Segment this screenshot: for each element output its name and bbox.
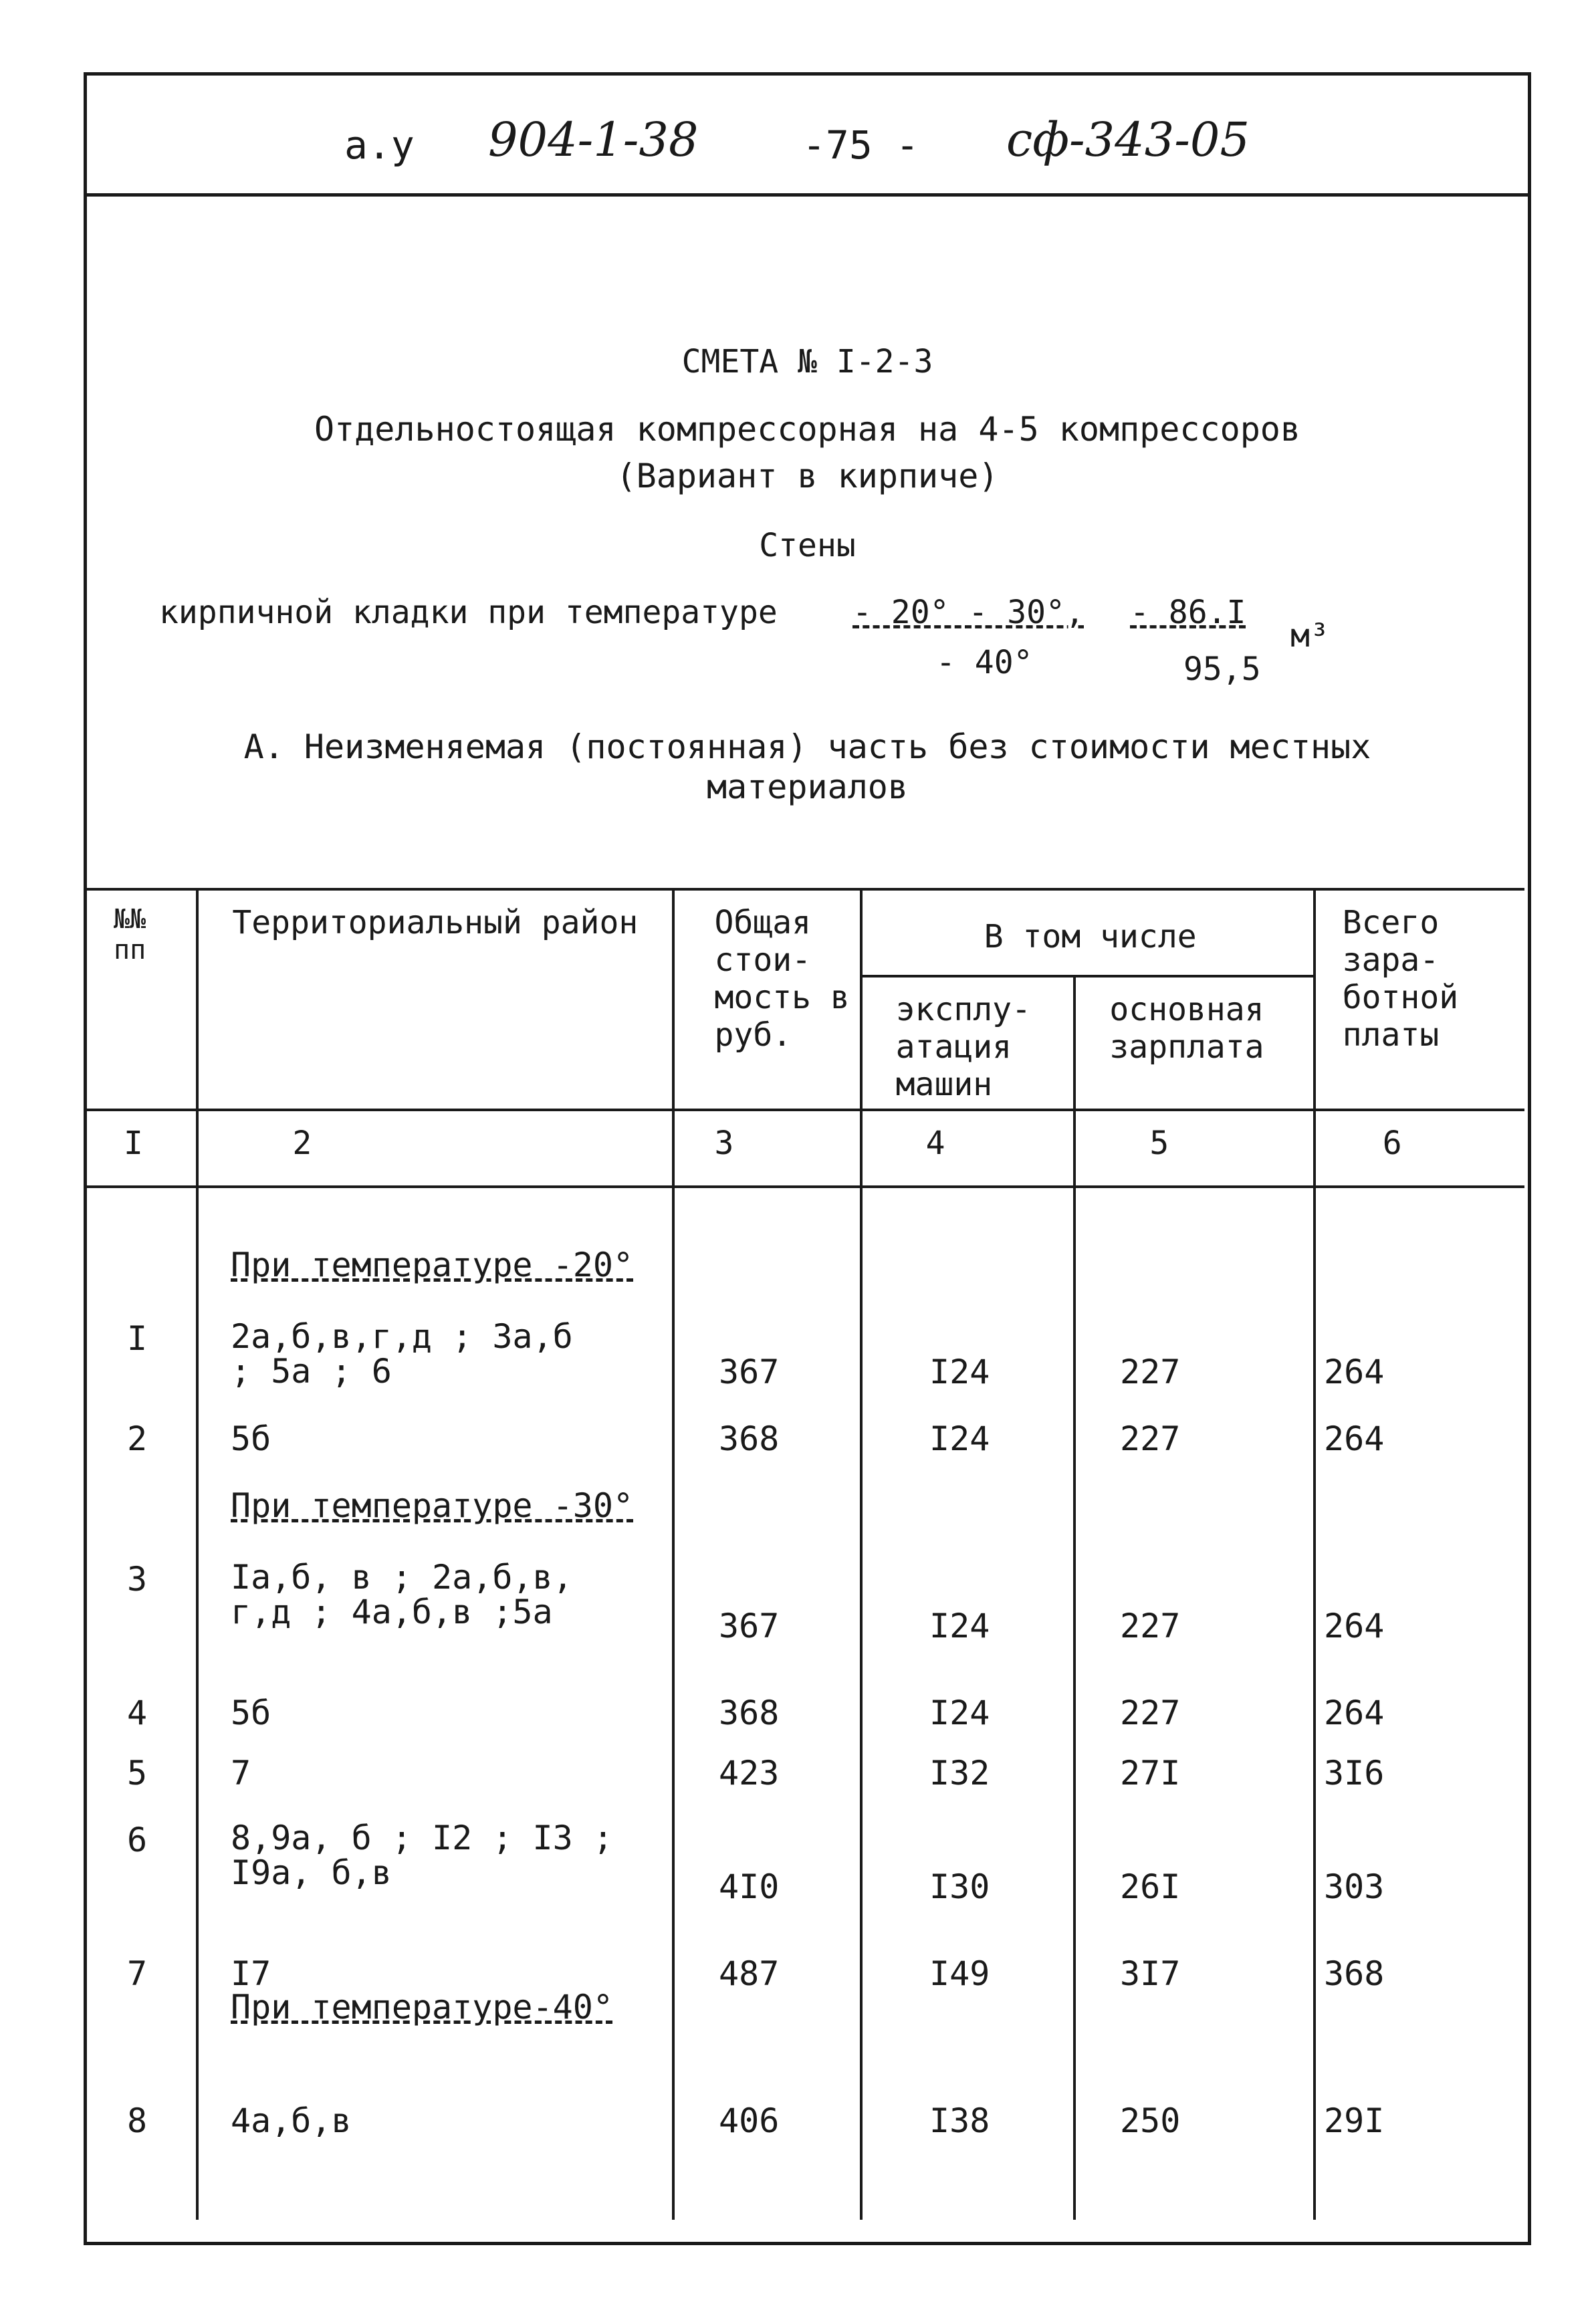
row-8-total: 406 — [719, 2101, 780, 2140]
temperature-bottom: - 40° — [936, 644, 1033, 681]
part-a-title-cont: материалов — [706, 768, 909, 806]
part-a-title: А. Неизменяемая (постоянная) часть без стоимости местных — [243, 727, 1371, 766]
row-1-all-salary: 264 — [1324, 1353, 1385, 1391]
row-6-all-salary: 303 — [1324, 1867, 1385, 1906]
row-3-salary: 227 — [1120, 1607, 1181, 1645]
row-2-region: 5б — [231, 1419, 271, 1458]
row-2-machines: I24 — [929, 1419, 990, 1458]
row-1-machines: I24 — [929, 1353, 990, 1391]
row-8-machines: I38 — [929, 2101, 990, 2140]
header-salary: основная зарплата — [1074, 976, 1314, 1110]
row-4-number: 4 — [127, 1694, 148, 1732]
header-all-salary: Всего зара- ботной платы — [1315, 889, 1524, 1110]
sheet-code: сф-343-05 — [1006, 112, 1250, 167]
header-including: В том числе — [861, 889, 1315, 976]
row-8-number: 8 — [127, 2101, 148, 2140]
object-variant: (Вариант в кирпиче) — [616, 457, 999, 495]
row-5-all-salary: 3I6 — [1324, 1754, 1385, 1793]
row-7-region: I7 — [231, 1954, 271, 1993]
header-num: №№ пп — [87, 889, 197, 1110]
object-title: Отдельностоящая компрессорная на 4-5 компрессоров — [314, 410, 1301, 449]
row-7-salary: 3I7 — [1120, 1954, 1181, 1993]
row-4-region: 5б — [231, 1694, 271, 1732]
volume-top: - 86.I — [1130, 594, 1246, 631]
row-1-total: 367 — [719, 1353, 780, 1391]
row-7-all-salary: 368 — [1324, 1954, 1385, 1993]
col-number-1: I — [87, 1110, 197, 1187]
header-divider — [87, 193, 1528, 197]
row-1-salary: 227 — [1120, 1353, 1181, 1391]
row-7-total: 487 — [719, 1954, 780, 1993]
header-machines: эксплу- атация машин — [861, 976, 1075, 1110]
row-2-all-salary: 264 — [1324, 1419, 1385, 1458]
row-2-total: 368 — [719, 1419, 780, 1458]
row-5-salary: 27I — [1120, 1754, 1181, 1793]
col-number-4: 4 — [861, 1110, 1075, 1187]
section-title: Стены — [759, 527, 856, 564]
volume-unit: м³ — [1290, 617, 1329, 655]
document-page — [84, 72, 1531, 2245]
row-3-total: 367 — [719, 1607, 780, 1645]
row-5-number: 5 — [127, 1754, 148, 1793]
row-3-region: Iа,б, в ; 2а,б,в, г,д ; 4а,б,в ;5а — [231, 1558, 573, 1631]
series-code: 904-1-38 — [488, 112, 699, 167]
temperature-top: - 20° - 30°, — [852, 594, 1085, 631]
row-5-machines: I32 — [929, 1754, 990, 1793]
row-6-salary: 26I — [1120, 1867, 1181, 1906]
row-3-machines: I24 — [929, 1607, 990, 1645]
row-4-total: 368 — [719, 1694, 780, 1732]
row-2-number: 2 — [127, 1419, 148, 1458]
row-1-region: 2а,б,в,г,д ; 3а,б ; 5а ; 6 — [231, 1317, 573, 1391]
header-prefix: а.у — [344, 122, 415, 168]
section-temp-40: При температуре-40° — [231, 1988, 613, 2027]
row-4-all-salary: 264 — [1324, 1694, 1385, 1732]
col-number-5: 5 — [1074, 1110, 1314, 1187]
row-7-machines: I49 — [929, 1954, 990, 1993]
col-number-6: 6 — [1315, 1110, 1524, 1187]
row-6-machines: I30 — [929, 1867, 990, 1906]
row-1-number: I — [127, 1319, 148, 1358]
row-4-salary: 227 — [1120, 1694, 1181, 1732]
row-7-number: 7 — [127, 1954, 148, 1993]
section-temp-20: При температуре -20° — [231, 1246, 634, 1284]
row-8-salary: 250 — [1120, 2101, 1181, 2140]
row-4-machines: I24 — [929, 1694, 990, 1732]
body-col-5 — [1074, 1187, 1314, 2220]
row-6-number: 6 — [127, 1821, 148, 1859]
section-temp-30: При температуре -30° — [231, 1486, 634, 1525]
row-5-total: 423 — [719, 1754, 780, 1793]
col-number-3: 3 — [673, 1110, 861, 1187]
row-3-number: 3 — [127, 1560, 148, 1599]
header-total: Общая стои- мость в руб. — [673, 889, 861, 1110]
row-8-all-salary: 29I — [1324, 2101, 1385, 2140]
row-6-region: 8,9а, б ; I2 ; I3 ; I9а, б,в — [231, 1819, 613, 1892]
row-8-region: 4а,б,в — [231, 2101, 352, 2140]
header-region: Территориальный район — [197, 889, 673, 1110]
wall-text: кирпичной кладки при температуре — [159, 594, 778, 631]
estimate-number: СМЕТА № I-2-3 — [681, 343, 933, 380]
page-number: -75 - — [802, 122, 919, 168]
col-number-2: 2 — [197, 1110, 673, 1187]
volume-bottom: 95,5 — [1183, 651, 1261, 688]
row-2-salary: 227 — [1120, 1419, 1181, 1458]
row-5-region: 7 — [231, 1754, 251, 1793]
row-6-total: 4I0 — [719, 1867, 780, 1906]
row-3-all-salary: 264 — [1324, 1607, 1385, 1645]
